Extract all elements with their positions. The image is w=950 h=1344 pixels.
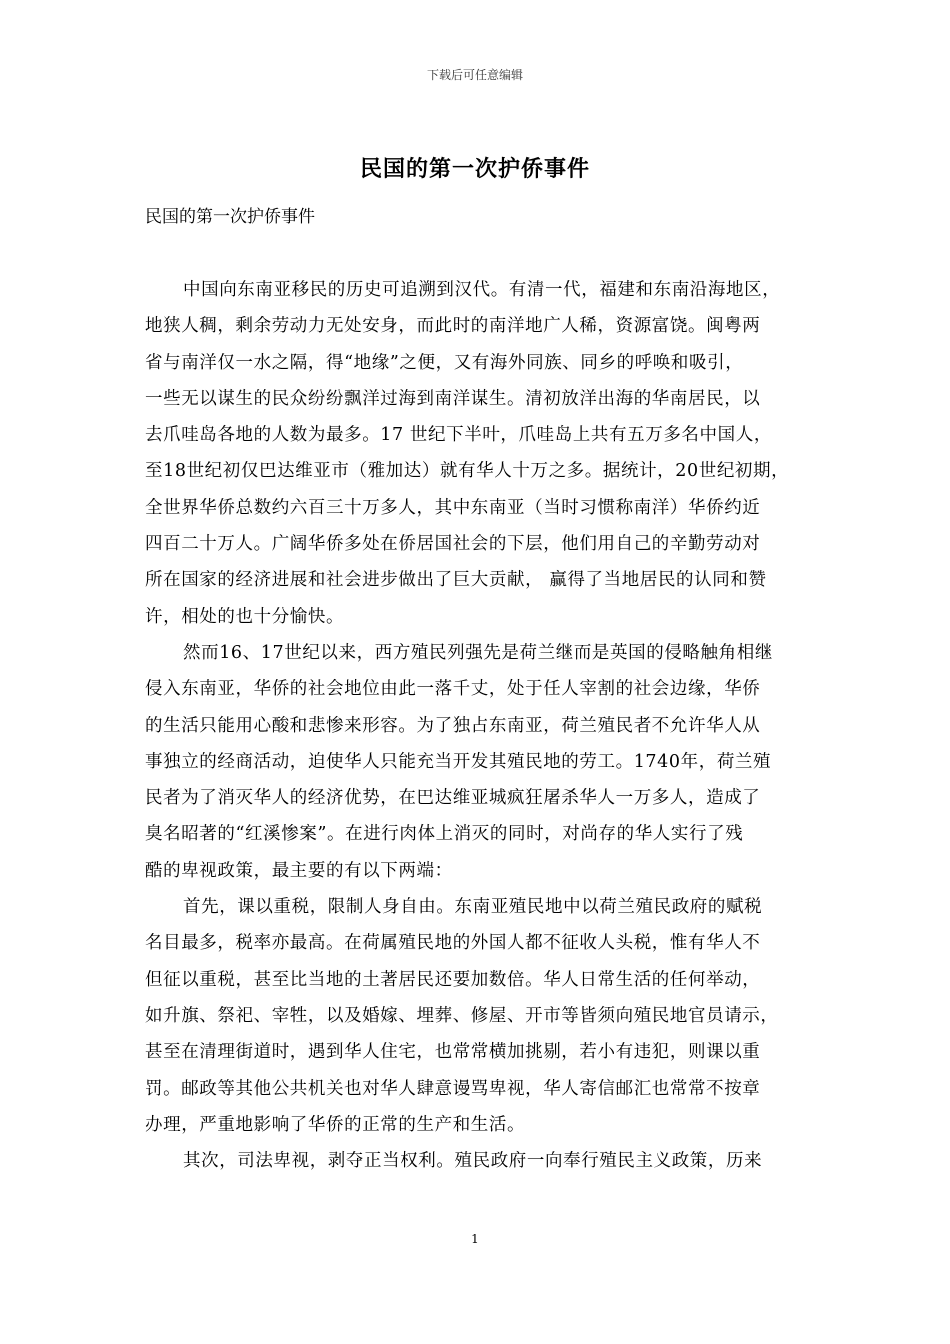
paragraph-line: 中国向东南亚移民的历史可追溯到汉代。有清一代，福建和东南沿海地区， xyxy=(183,280,781,300)
paragraph-line: 省与南洋仅一水之隔，得“地缘”之便，又有海外同族、同乡的呼唤和吸引， xyxy=(145,352,744,373)
paragraph-line: 名目最多，税率亦最高。在荷属殖民地的外国人都不征收人头税，惟有华人不 xyxy=(145,933,761,954)
paragraph-line: 其次，司法卑视，剥夺正当权利。殖民政府一向奉行殖民主义政策，历来 xyxy=(183,1151,763,1172)
paragraph-line: 罚。邮政等其他公共机关也对华人肆意谩骂卑视，华人寄信邮汇也常常不按章 xyxy=(145,1078,761,1099)
paragraph-line: 甚至在清理街道时，遇到华人住宅，也常常横加挑剔，若小有违犯，则课以重 xyxy=(145,1042,761,1063)
body-text xyxy=(145,272,815,1179)
paragraph-line: 事独立的经商活动，迫使华人只能充当开发其殖民地的劳工。1740年，荷兰殖 xyxy=(145,751,772,772)
paragraph-line: 四百二十万人。广阔华侨多处在侨居国社会的下层，他们用自己的辛勤劳动对 xyxy=(145,534,761,555)
page-header-note: 下载后可任意编辑 xyxy=(426,68,523,82)
paragraph-line: 全世界华侨总数约六百三十万多人，其中东南亚（当时习惯称南洋）华侨约近 xyxy=(145,497,761,518)
page-number: 1 xyxy=(471,1232,479,1246)
paragraph-line: 许，相处的也十分愉快。 xyxy=(145,606,345,627)
paragraph-line: 去爪哇岛各地的人数为最多。17 世纪下半叶，爪哇岛上共有五万多名中国人， xyxy=(145,425,772,446)
paragraph-line: 酷的卑视政策，最主要的有以下两端： xyxy=(145,860,453,881)
document-title: 民国的第一次护侨事件 xyxy=(359,156,590,182)
paragraph-line: 首先，课以重税，限制人身自由。东南亚殖民地中以荷兰殖民政府的赋税 xyxy=(183,897,763,918)
paragraph-line: 的生活只能用心酸和悲惨来形容。为了独占东南亚，荷兰殖民者不允许华人从 xyxy=(145,715,761,736)
paragraph-line: 办理，严重地影响了华侨的正常的生产和生活。 xyxy=(145,1114,526,1135)
paragraph-line: 侵入东南亚，华侨的社会地位由此一落千丈，处于任人宰割的社会边缘，华侨 xyxy=(145,679,761,700)
paragraph-line: 一些无以谋生的民众纷纷飘洋过海到南洋谋生。清初放洋出海的华南居民，以 xyxy=(145,388,761,409)
paragraph-line: 如升旗、祭祀、宰牲，以及婚嫁、埋葬、修屋、开市等皆须向殖民地官员请示， xyxy=(145,1005,779,1026)
paragraph-line: 臭名昭著的“红溪惨案”。在进行肉体上消灭的同时，对尚存的华人实行了残 xyxy=(145,824,744,845)
document-subtitle: 民国的第一次护侨事件 xyxy=(145,207,315,227)
paragraph-line: 但征以重税，甚至比当地的土著居民还要加数倍。华人日常生活的任何举动， xyxy=(145,969,761,990)
paragraph-line: 至18世纪初仅巴达维亚市（雅加达）就有华人十万之多。据统计，20世纪初期， xyxy=(145,461,790,482)
paragraph-line: 所在国家的经济进展和社会进步做出了巨大贡献， 赢得了当地居民的认同和赞 xyxy=(145,570,767,591)
paragraph-line: 地狭人稠，剩余劳动力无处安身，而此时的南洋地广人稀，资源富饶。闽粤两 xyxy=(145,316,761,337)
paragraph-line: 然而16、17世纪以来，西方殖民列强先是荷兰继而是英国的侵略触角相继 xyxy=(183,642,773,663)
paragraph-line: 民者为了消灭华人的经济优势，在巴达维亚城疯狂屠杀华人一万多人，造成了 xyxy=(145,788,761,809)
